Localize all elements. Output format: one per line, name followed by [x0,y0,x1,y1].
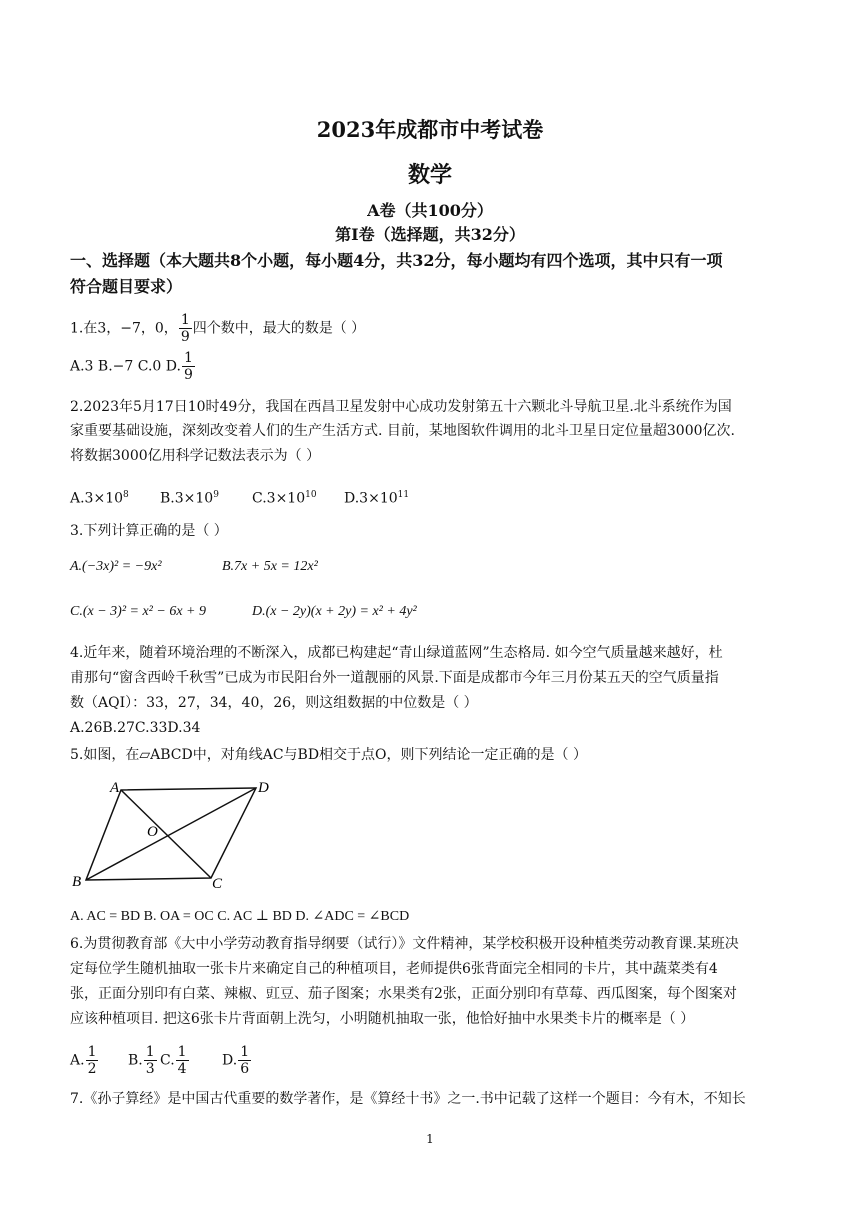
parallelogram-figure [66,778,280,890]
diagonal-ac [121,790,211,878]
exam-title: 2023年成都市中考试卷 [316,117,544,142]
q2-optC-base: C.3×10 [252,490,306,507]
q6-optD-label: D. [222,1052,238,1069]
q6-optA-label: A. [70,1052,85,1069]
page-number: 1 [426,1132,434,1146]
q1-fraction [179,312,192,345]
q6-optB-den: 3 [145,1061,155,1077]
q6-option-a [70,1044,99,1077]
question-3-stem: 3.下列计算正确的是（ ） [70,523,228,539]
q6-option-c [160,1044,190,1077]
q6-optC-fraction [176,1044,189,1077]
q6-optB-num: 1 [145,1044,155,1060]
q6-optD-fraction [238,1044,251,1077]
q2-option-c [252,486,317,508]
section-header-line1: 一、选择题（本大题共8个小题，每小题4分，共32分，每小题均有四个选项，其中只有一项 [70,251,723,270]
q6-optC-label: C. [160,1052,175,1069]
q2-optB-exp: 9 [213,490,219,500]
label-b: B [72,874,82,890]
label-d: D [258,780,269,796]
question-6-line2: 定每位学生随机抽取一张卡片来确定自己的种植项目，老师提供6张背面完全相同的卡片，其中蔬菜类有4 [70,961,718,977]
q2-optD-base: D.3×10 [344,490,398,507]
question-7-line1: 7.《孙子算经》是中国古代重要的数学著作，是《算经十书》之一.书中记载了这样一个题目：今有木，不知长 [70,1091,746,1107]
q1-opts-text: A.3 B.−7 C.0 D. [70,358,181,375]
label-c: C [212,876,223,890]
question-4-line1: 4.近年来，随着环境治理的不断深入，成都已构建起“青山绿道蓝网”生态格局. 如今空气质量越来越好，杜 [70,645,723,661]
label-a: A [110,780,120,796]
q1-frac-num: 1 [180,312,190,328]
q1-optD-num: 1 [183,350,193,366]
question-1-options [70,350,790,383]
volume-heading: A卷（共100分） [367,201,493,220]
q6-optA-num: 1 [87,1044,97,1060]
q6-option-d [222,1044,252,1077]
q2-optA-base: A.3×10 [70,490,124,507]
q2-option-b [160,486,219,508]
q1-optD-den: 9 [183,367,193,383]
q3-option-b: B.7x + 5x = 12x² [222,559,318,574]
q3-option-a: A.(−3x)² = −9x² [70,559,162,574]
q3-option-c: C.(x − 3)² = x² − 6x + 9 [70,604,206,619]
question-6-line4: 应该种植项目. 把这6张卡片背面朝上洗匀，小明随机抽取一张，他恰好抽中水果类卡片的概率是（ ） [70,1011,695,1027]
q6-optD-den: 6 [240,1061,250,1077]
question-6-line1: 6.为贯彻教育部《大中小学劳动教育指导纲要（试行）》文件精神，某学校积极开设种植类劳动教育课.某班决 [70,936,739,952]
q6-option-b [128,1044,158,1077]
diagonal-bd [86,788,256,880]
q2-optB-base: B.3×10 [160,490,214,507]
question-1-stem [70,312,790,345]
q1-stem-a: 1.在3，−7，0， [70,320,178,337]
q6-optA-fraction [86,1044,99,1077]
q2-optD-exp: 11 [397,490,410,500]
q1-stem-b: 四个数中，最大的数是（ ） [192,320,366,337]
question-6-line3: 张，正面分别印有白菜、辣椒、豇豆、茄子图案；水果类有2张，正面分别印有草莓、西瓜图案，每个图案对 [70,986,737,1002]
q2-optA-exp: 8 [123,490,129,500]
question-5-stem: 5.如图，在▱ABCD中，对角线AC与BD相交于点O，则下列结论一定正确的是（ ） [70,747,587,763]
q3-option-d: D.(x − 2y)(x + 2y) = x² + 4y² [252,604,417,619]
q2-option-d [344,486,409,508]
label-o: O [147,824,158,840]
q6-optA-den: 2 [87,1061,97,1077]
question-2-line1: 2.2023年5月17日10时49分，我国在西昌卫星发射中心成功发射第五十六颗北斗导航卫星.北斗系统作为国 [70,399,732,415]
question-2-line3: 将数据3000亿用科学记数法表示为（ ） [70,448,321,464]
q2-optC-exp: 10 [305,490,317,500]
subject-title: 数学 [407,162,452,188]
question-4-options: A.26B.27C.33D.34 [70,720,201,736]
q6-optC-num: 1 [177,1044,187,1060]
question-5-options: A. AC = BD B. OA = OC C. AC ⊥ BD D. ∠ADC = ∠BCD [70,909,410,924]
q6-optD-num: 1 [240,1044,250,1060]
q6-optB-fraction [144,1044,157,1077]
question-4-line3: 数（AQI）：33，27，34，40，26，则这组数据的中位数是（ ） [70,695,478,711]
q2-option-a [70,486,129,508]
q1-optD-fraction [182,350,195,383]
question-2-line2: 家重要基础设施，深刻改变着人们的生产生活方式. 目前，某地图软件调用的北斗卫星日定位量超3000亿次. [70,423,735,439]
part-heading: 第Ⅰ卷（选择题，共32分） [335,225,525,244]
q6-optB-label: B. [128,1052,143,1069]
section-header-line2: 符合题目要求） [70,277,183,296]
q6-optC-den: 4 [177,1061,187,1077]
question-4-line2: 甫那句“窗含西岭千秋雪”已成为市民阳台外一道靓丽的风景.下面是成都市今年三月份某五天的空气质量指 [70,670,719,686]
q1-frac-den: 9 [180,329,190,345]
